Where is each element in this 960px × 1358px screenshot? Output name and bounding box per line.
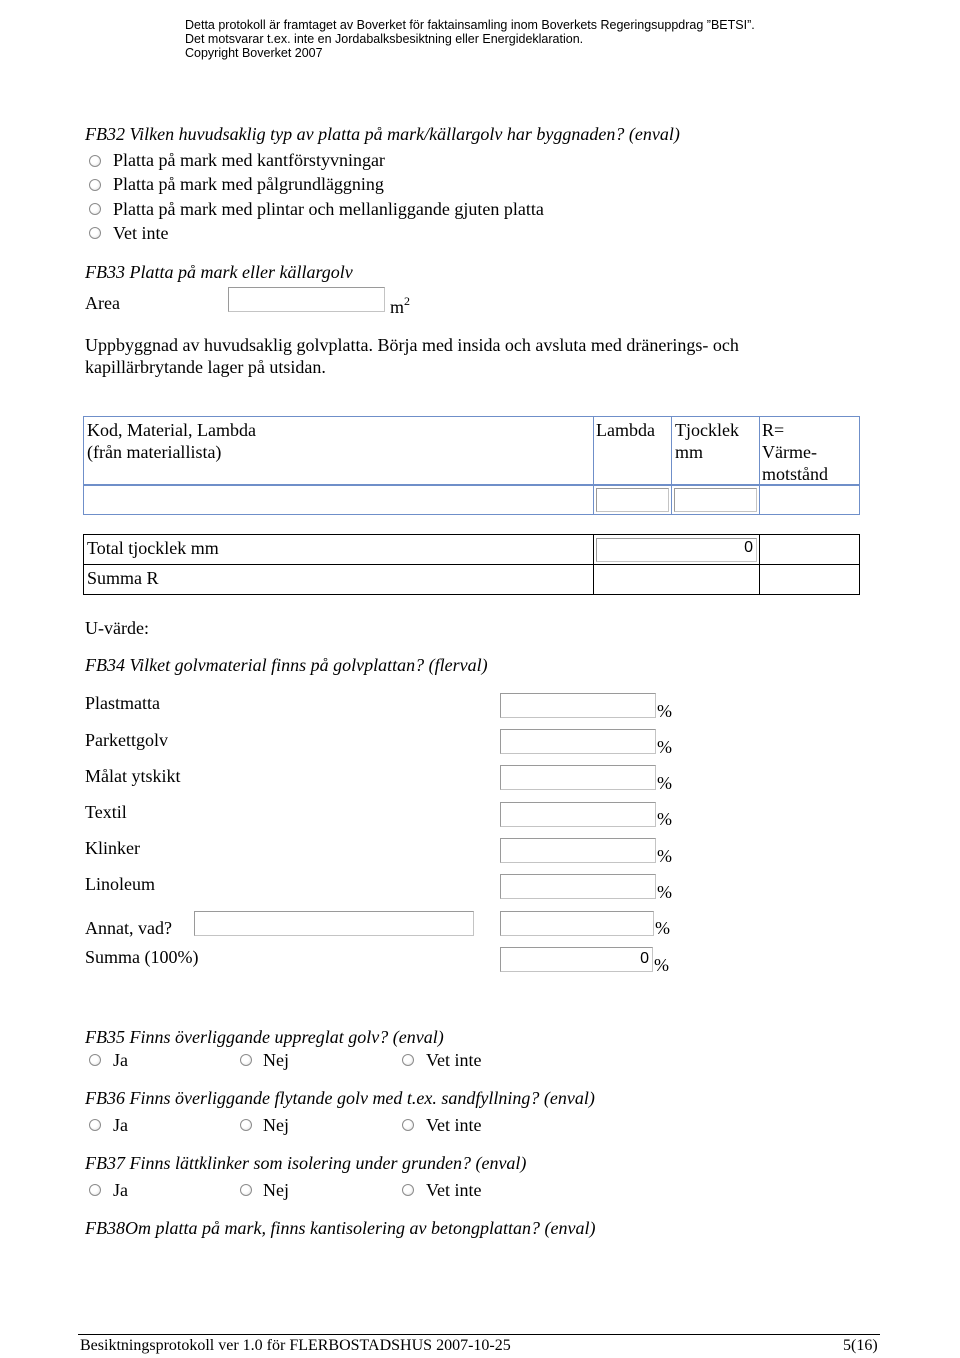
fb32-question: FB32 Vilken huvudsaklig typ av platta på mark/källargolv har byggnaden? (enval)	[85, 124, 680, 144]
fb37-radio-ja[interactable]	[89, 1184, 101, 1196]
material-sum-value: 0	[500, 947, 653, 972]
fb37-option-nej: Nej	[263, 1180, 289, 1200]
fb36-option-nej: Nej	[263, 1115, 289, 1135]
fb33-question: FB33 Platta på mark eller källargolv	[85, 262, 353, 282]
fb32-option-4: Vet inte	[113, 223, 169, 243]
u-value-label: U-värde:	[85, 618, 149, 638]
fb32-radio-2[interactable]	[89, 179, 101, 191]
layer-col-material-line1: Kod, Material, Lambda	[87, 420, 256, 440]
material-label-textil: Textil	[85, 802, 127, 822]
header-copyright: Copyright Boverket 2007	[185, 46, 323, 60]
fb35-option-vet-inte: Vet inte	[426, 1050, 482, 1070]
material-label-linoleum: Linoleum	[85, 874, 155, 894]
fb35-radio-ja[interactable]	[89, 1054, 101, 1066]
material-label-parkettgolv: Parkettgolv	[85, 730, 168, 750]
material-label-other: Annat, vad?	[85, 918, 172, 938]
construction-instruction-line2: kapillärbrytande lager på utsidan.	[85, 357, 326, 377]
percent-sign: %	[657, 737, 672, 757]
fb35-option-nej: Nej	[263, 1050, 289, 1070]
footer-page-number: 5(16)	[843, 1337, 878, 1354]
area-input[interactable]	[228, 287, 385, 312]
fb32-radio-3[interactable]	[89, 203, 101, 215]
percent-sign: %	[654, 955, 669, 975]
layer-col-lambda: Lambda	[596, 420, 655, 440]
summa-r-value	[596, 567, 757, 592]
fb34-question: FB34 Vilket golvmaterial finns på golvplattan? (flerval)	[85, 655, 488, 675]
fb36-option-ja: Ja	[113, 1115, 128, 1135]
fb35-radio-nej[interactable]	[240, 1054, 252, 1066]
material-other-text-input[interactable]	[194, 911, 474, 936]
material-input-malat-ytskikt[interactable]	[500, 765, 656, 790]
fb35-option-ja: Ja	[113, 1050, 128, 1070]
area-unit: $m^2$	[390, 294, 411, 317]
header-notice-line2: Det motsvarar t.ex. inte en Jordabalksbesiktning eller Energideklaration.	[185, 32, 584, 46]
fb36-question: FB36 Finns överliggande flytande golv med t.ex. sandfyllning? (enval)	[85, 1088, 595, 1108]
fb32-radio-4[interactable]	[89, 227, 101, 239]
layer-col-thickness-line2: mm	[675, 442, 704, 462]
fb36-radio-ja[interactable]	[89, 1119, 101, 1131]
layer-col-r-line3: motstånd	[762, 464, 828, 484]
percent-sign: %	[657, 809, 672, 829]
percent-sign: %	[655, 918, 670, 938]
layer-lambda-input[interactable]	[596, 488, 669, 512]
fb36-option-vet-inte: Vet inte	[426, 1115, 482, 1135]
fb37-question: FB37 Finns lättklinker som isolering under grunden? (enval)	[85, 1153, 527, 1173]
footer-title: Besiktningsprotokoll ver 1.0 för FLERBOSTADSHUS 2007-10-25	[80, 1337, 511, 1354]
material-input-klinker[interactable]	[500, 838, 656, 863]
fb35-radio-vet-inte[interactable]	[402, 1054, 414, 1066]
footer-divider	[78, 1334, 880, 1335]
fb37-option-vet-inte: Vet inte	[426, 1180, 482, 1200]
layer-col-r-line2: Värme-	[762, 442, 817, 462]
layer-col-thickness-line1: Tjocklek	[675, 420, 739, 440]
total-thickness-label: Total tjocklek mm	[87, 538, 219, 558]
layer-col-r-line1: R=	[762, 420, 785, 440]
fb37-radio-vet-inte[interactable]	[402, 1184, 414, 1196]
material-input-textil[interactable]	[500, 802, 656, 827]
summa-r-label: Summa R	[87, 568, 159, 588]
fb36-radio-vet-inte[interactable]	[402, 1119, 414, 1131]
fb32-option-3: Platta på mark med plintar och mellanliggande gjuten platta	[113, 199, 544, 219]
header-notice-line1: Detta protokoll är framtaget av Boverket för faktainsamling inom Boverkets Regeringsuppdrag ”BETSI”.	[185, 18, 755, 32]
area-label: Area	[85, 293, 120, 313]
percent-sign: %	[657, 846, 672, 866]
total-thickness-value: 0	[596, 538, 757, 562]
construction-instruction-line1: Uppbyggnad av huvudsaklig golvplatta. Börja med insida och avsluta med dränerings- och	[85, 335, 739, 355]
material-label-klinker: Klinker	[85, 838, 140, 858]
layer-col-material-line2: (från materiallista)	[87, 442, 222, 462]
fb38-question: FB38Om platta på mark, finns kantisolering av betongplattan? (enval)	[85, 1218, 596, 1238]
fb32-radio-1[interactable]	[89, 155, 101, 167]
layer-thickness-input[interactable]	[674, 488, 757, 512]
fb35-question: FB35 Finns överliggande uppreglat golv? (enval)	[85, 1027, 444, 1047]
fb37-radio-nej[interactable]	[240, 1184, 252, 1196]
percent-sign: %	[657, 882, 672, 902]
material-input-linoleum[interactable]	[500, 874, 656, 899]
fb37-option-ja: Ja	[113, 1180, 128, 1200]
fb36-radio-nej[interactable]	[240, 1119, 252, 1131]
material-label-plastmatta: Plastmatta	[85, 693, 160, 713]
fb32-option-2: Platta på mark med pålgrundläggning	[113, 174, 384, 194]
material-sum-label: Summa (100%)	[85, 947, 199, 967]
fb32-option-1: Platta på mark med kantförstyvningar	[113, 150, 385, 170]
material-label-malat-ytskikt: Målat ytskikt	[85, 766, 181, 786]
percent-sign: %	[657, 701, 672, 721]
percent-sign: %	[657, 773, 672, 793]
material-input-other[interactable]	[500, 911, 654, 936]
material-input-parkettgolv[interactable]	[500, 729, 656, 754]
material-input-plastmatta[interactable]	[500, 693, 656, 718]
